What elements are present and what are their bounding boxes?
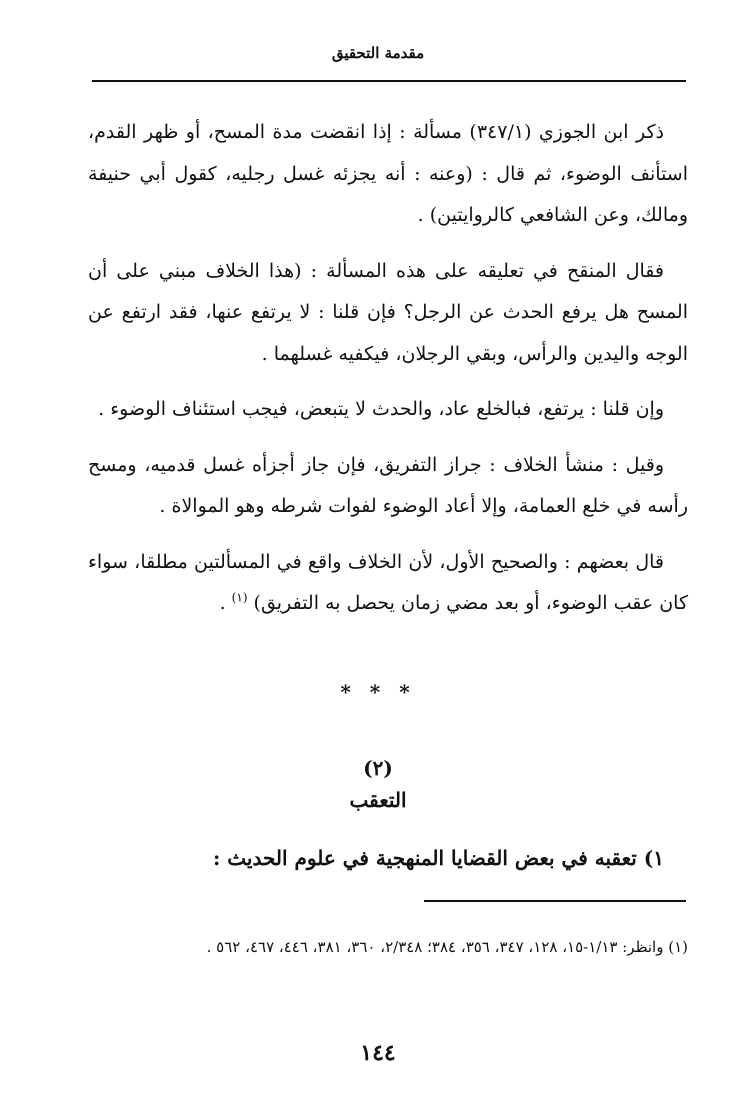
section-title: التعقب [349,788,407,812]
paragraph-5-end: . [219,592,232,614]
page-number: ١٤٤ [360,1040,396,1066]
header-divider [92,80,686,82]
footnote-text: (١) وانظر: ١/١٣-١٥، ١٢٨، ٣٤٧، ٣٥٦، ٣٨٤؛ ٢/٣٤٨، ٣٦٠، ٣٨١، ٤٤٦، ٤٦٧، ٥٦٢ . [206,938,688,956]
item-heading: ١) تعقبه في بعض القضايا المنهجية في علوم الحديث : [212,846,664,870]
section-separator: * * * [340,680,416,704]
footnote-divider [424,900,686,902]
paragraph-4: وقيل : منشأ الخلاف : جراز التفريق، فإن جاز أجزأه غسل قدميه، ومسح رأسه في خلع العمامة، وإلا أعاد الوضوء لفوات شرطه وهو الموالاة . [88,453,688,517]
footnote-reference: (١) [231,590,248,605]
paragraph-5-text: قال بعضهم : والصحيح الأول، لأن الخلاف واقع في المسألتين مطلقا، سواء كان عقب الوضوء، أو بعد مضي زمان يحصل به التفريق) [88,550,688,614]
running-header-title: مقدمة التحقيق [331,44,425,62]
paragraph-5 [88,542,688,625]
paragraph-3: وإن قلنا : يرتفع، فبالخلع عاد، والحدث لا يتبعض، فيجب استئناف الوضوء . [98,398,664,420]
paragraph-1: ذكر ابن الجوزي (٣٤٧/١) مسألة : إذا انقضت مدة المسح، أو ظهر القدم، استأنف الوضوء، ثم قال : (وعنه : أنه يجزئه غسل رجليه، كقول أبي حنيفة ومالك، وعن الشافعي كالروايتين) . [88,121,688,226]
section-number: (٢) [363,756,393,780]
main-text [88,112,688,639]
paragraph-2: فقال المنقح في تعليقه على هذه المسألة : (هذا الخلاف مبني على أن المسح هل يرفع الحدث عن الرجل؟ فإن قلنا : لا يرتفع عنها، فقد ارتفع عن الوجه واليدين والرأس، وبقي الرجلان، فيكفيه غسلهما . [88,259,688,365]
